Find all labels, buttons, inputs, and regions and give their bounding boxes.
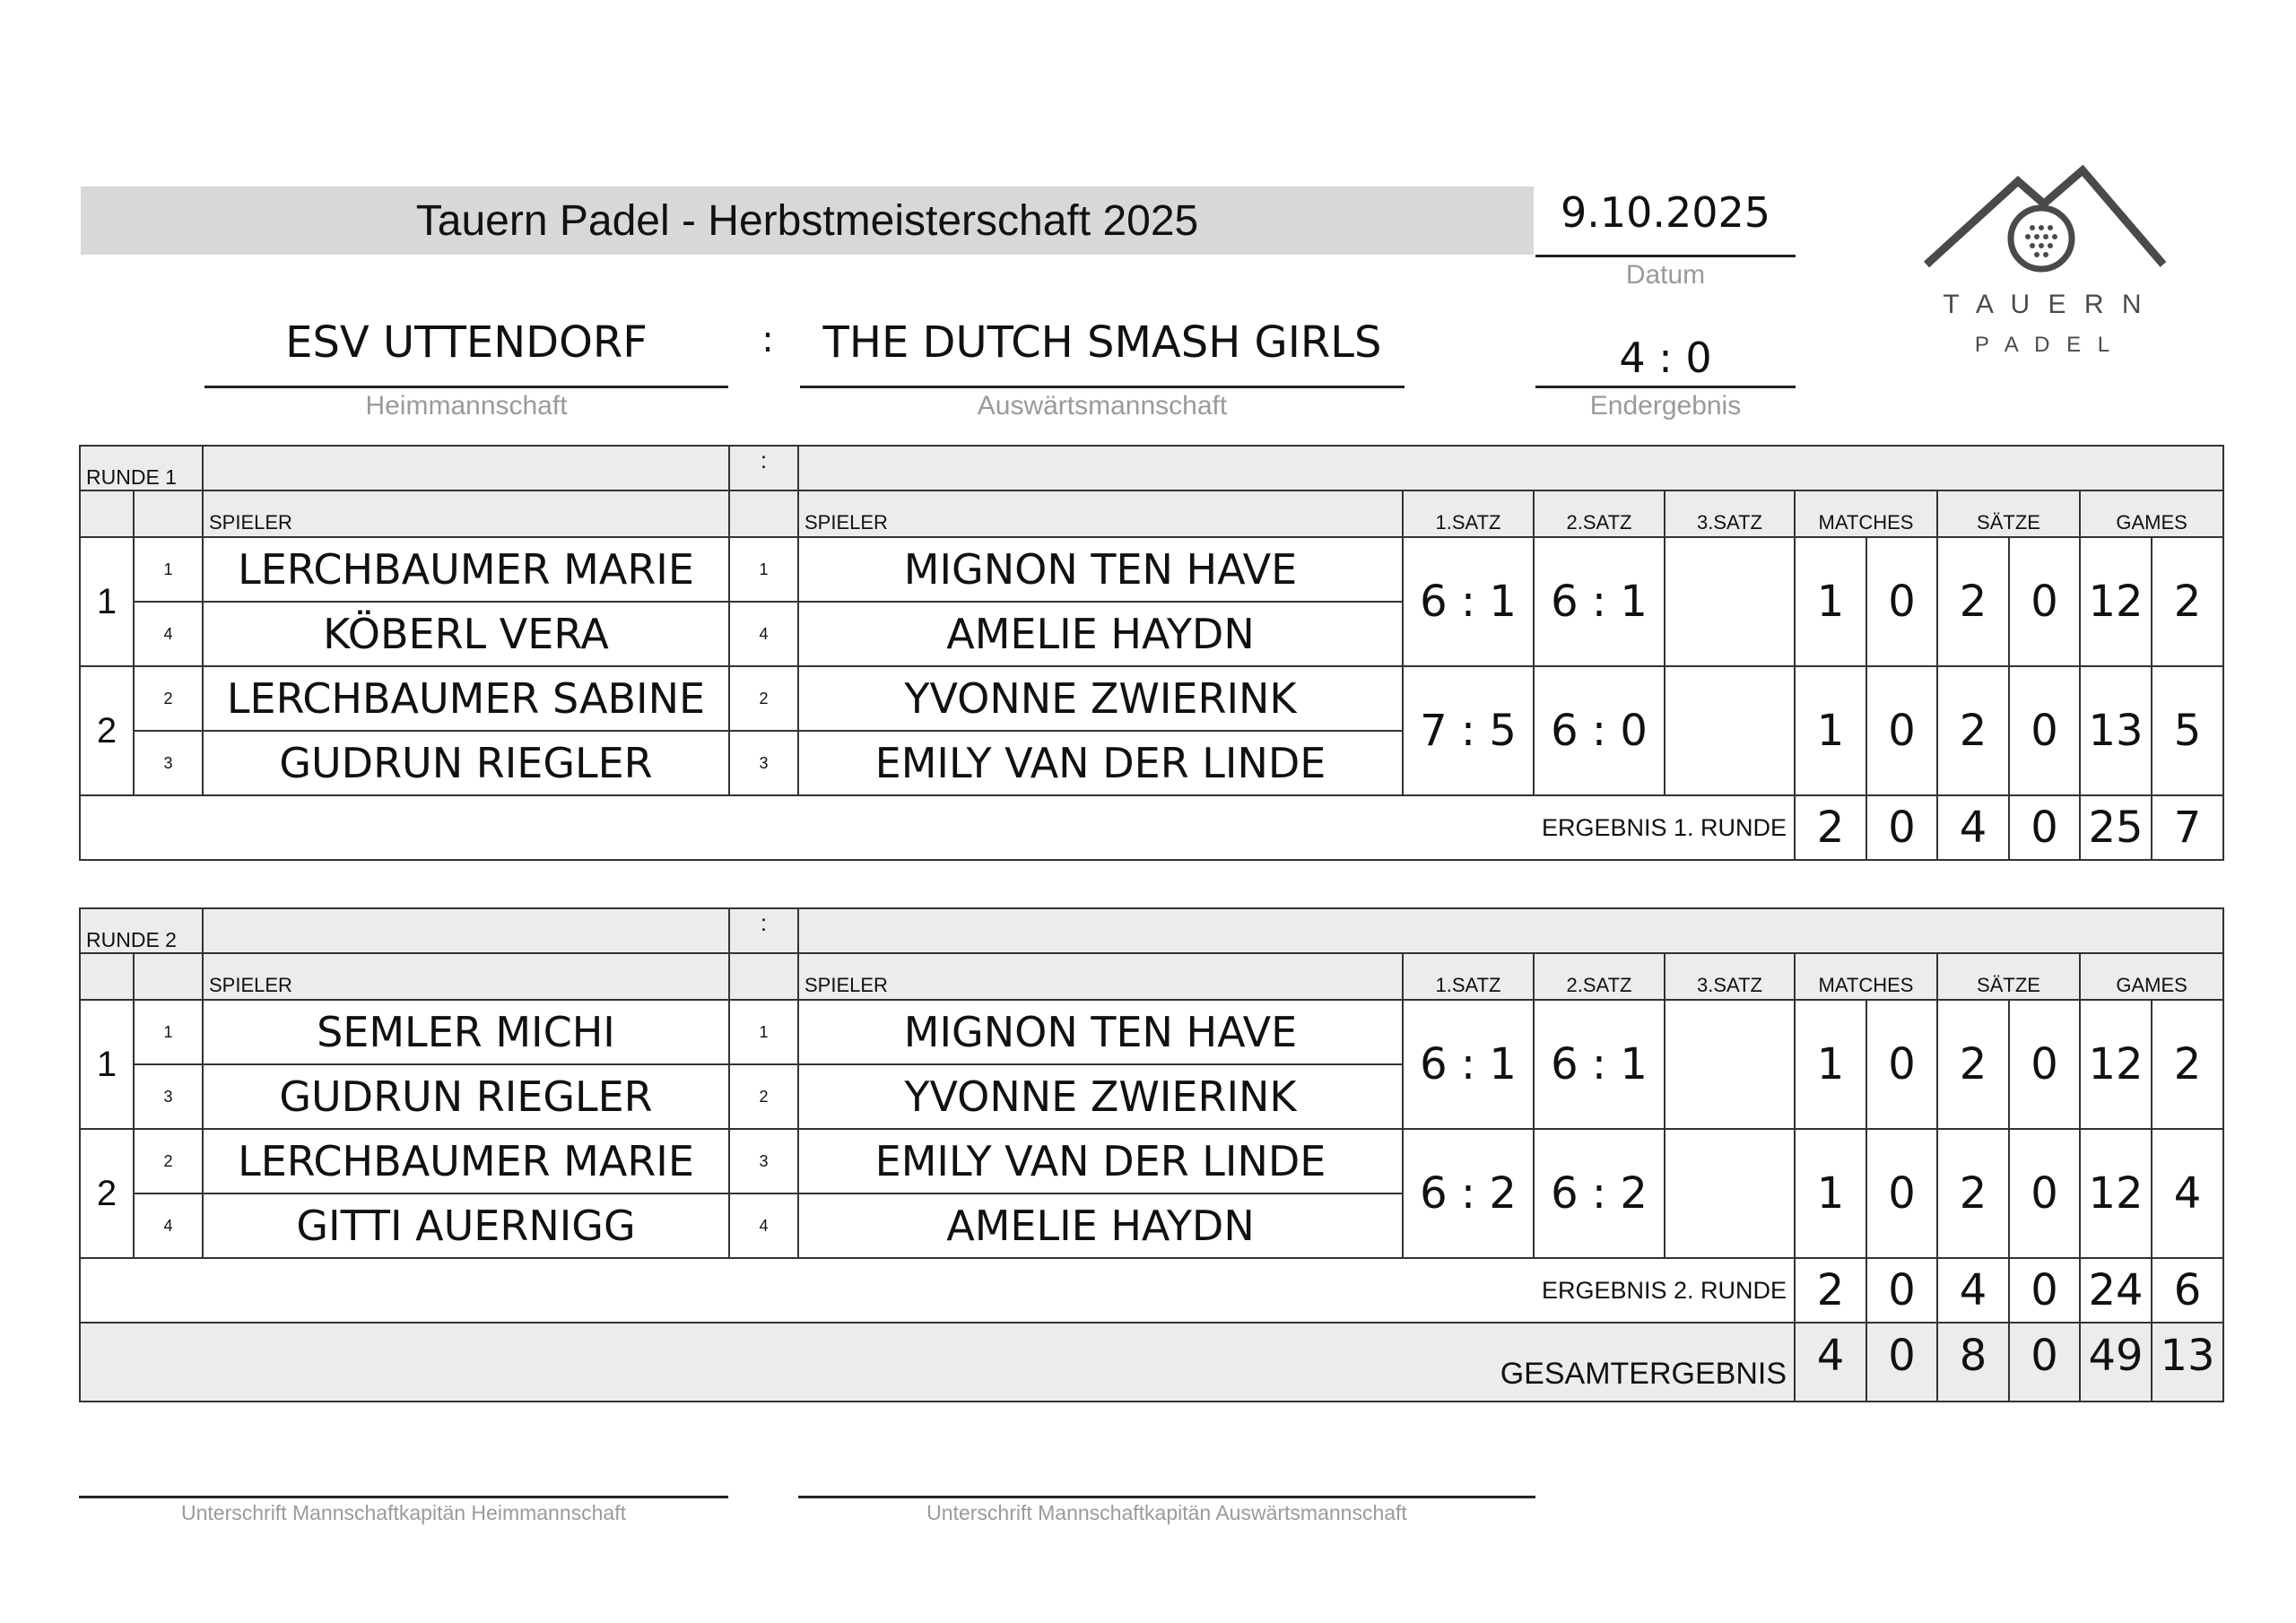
games-away: 2 (2152, 1000, 2223, 1129)
team-separator: : (761, 319, 774, 360)
matches-home: 1 (1795, 1129, 1866, 1258)
matches-header: MATCHES (1795, 953, 1937, 1000)
home-player-number: 4 (134, 602, 203, 666)
games-home: 12 (2080, 537, 2152, 666)
blank-header (134, 953, 203, 1000)
set3-score (1665, 1129, 1795, 1258)
away-players-header: SPIELER (798, 490, 1403, 537)
home-signature-label: Unterschrift Mannschaftkapitän Heimmannschaft (181, 1501, 626, 1524)
home-team-name: ESV UTTENDORF (285, 317, 648, 368)
logo-text-padel: P A D E L (1974, 333, 2116, 357)
away-player-name: MIGNON TEN HAVE (798, 1000, 1403, 1064)
sets-header: SÄTZE (1937, 953, 2080, 1000)
result-sets-home: 4 (1937, 1258, 2009, 1323)
home-player-number: 1 (134, 1000, 203, 1064)
result-sets-away: 0 (2009, 795, 2080, 860)
round-result-label: ERGEBNIS 1. RUNDE (80, 795, 1795, 860)
final-score-line (1535, 386, 1796, 388)
home-player-name: SEMLER MICHI (203, 1000, 729, 1064)
round-1-table (79, 445, 2222, 861)
sets-home: 2 (1937, 1000, 2009, 1129)
result-matches-away: 0 (1866, 1258, 1937, 1323)
total-result-row (80, 1323, 2223, 1402)
matches-away: 0 (1866, 1129, 1937, 1258)
blank-header (134, 490, 203, 537)
total-matches-home: 4 (1795, 1323, 1866, 1402)
match-number: 2 (80, 666, 134, 795)
mountain-padel-ball-icon (1910, 161, 2179, 278)
set1-header: 1.SATZ (1403, 490, 1534, 537)
set2-header: 2.SATZ (1534, 953, 1665, 1000)
round-2-table (79, 907, 2222, 1402)
set3-score (1665, 666, 1795, 795)
home-team-label: Heimmannschaft (365, 391, 568, 421)
home-player-name: GUDRUN RIEGLER (203, 731, 729, 795)
result-games-home: 24 (2080, 1258, 2152, 1323)
date-value: 9.10.2025 (1560, 188, 1771, 237)
round-label: RUNDE 2 (80, 908, 203, 953)
table-row (80, 1129, 2223, 1193)
result-games-home: 25 (2080, 795, 2152, 860)
away-player-name: EMILY VAN DER LINDE (798, 1129, 1403, 1193)
blank-header (729, 953, 798, 1000)
result-games-away: 6 (2152, 1258, 2223, 1323)
result-matches-home: 2 (1795, 795, 1866, 860)
set3-score (1665, 537, 1795, 666)
final-score-label: Endergebnis (1589, 391, 1742, 421)
result-matches-away: 0 (1866, 795, 1937, 860)
final-score: 4 : 0 (1619, 334, 1712, 382)
home-player-name: LERCHBAUMER MARIE (203, 1129, 729, 1193)
sets-header: SÄTZE (1937, 490, 2080, 537)
total-matches-away: 0 (1866, 1323, 1937, 1402)
set2-score: 6 : 2 (1534, 1129, 1665, 1258)
games-home: 13 (2080, 666, 2152, 795)
round-result-label: ERGEBNIS 2. RUNDE (80, 1258, 1795, 1323)
set3-score (1665, 1000, 1795, 1129)
away-player-name: AMELIE HAYDN (798, 1193, 1403, 1258)
round-colon: : (729, 446, 798, 490)
round-label: RUNDE 1 (80, 446, 203, 490)
home-player-name: KÖBERL VERA (203, 602, 729, 666)
away-team-cell (798, 446, 2223, 490)
away-player-number: 4 (729, 1193, 798, 1258)
round-result-row (80, 795, 2223, 860)
away-team-cell (798, 908, 2223, 953)
away-player-name: YVONNE ZWIERINK (798, 1064, 1403, 1129)
set2-header: 2.SATZ (1534, 490, 1665, 537)
matches-away: 0 (1866, 666, 1937, 795)
sets-home: 2 (1937, 1129, 2009, 1258)
home-player-number: 2 (134, 666, 203, 731)
games-away: 4 (2152, 1129, 2223, 1258)
home-player-number: 2 (134, 1129, 203, 1193)
away-team-line (800, 386, 1405, 388)
away-player-name: YVONNE ZWIERINK (798, 666, 1403, 731)
away-player-name: MIGNON TEN HAVE (798, 537, 1403, 602)
set3-header: 3.SATZ (1665, 490, 1795, 537)
away-players-header: SPIELER (798, 953, 1403, 1000)
home-player-number: 3 (134, 731, 203, 795)
table-row (80, 537, 2223, 602)
away-player-number: 4 (729, 602, 798, 666)
result-sets-away: 0 (2009, 1258, 2080, 1323)
set1-score: 7 : 5 (1403, 666, 1534, 795)
home-player-number: 3 (134, 1064, 203, 1129)
sets-away: 0 (2009, 537, 2080, 666)
matches-header: MATCHES (1795, 490, 1937, 537)
away-player-number: 2 (729, 1064, 798, 1129)
matches-home: 1 (1795, 1000, 1866, 1129)
games-home: 12 (2080, 1129, 2152, 1258)
games-away: 2 (2152, 537, 2223, 666)
table-row (80, 1000, 2223, 1064)
away-player-name: EMILY VAN DER LINDE (798, 731, 1403, 795)
home-signature-line (79, 1496, 728, 1498)
set2-score: 6 : 0 (1534, 666, 1665, 795)
set2-score: 6 : 1 (1534, 537, 1665, 666)
away-player-number: 3 (729, 1129, 798, 1193)
blank-header (80, 953, 134, 1000)
home-player-name: GUDRUN RIEGLER (203, 1064, 729, 1129)
away-signature-label: Unterschrift Mannschaftkapitän Auswärtsmannschaft (926, 1501, 1407, 1524)
total-sets-away: 0 (2009, 1323, 2080, 1402)
away-player-name: AMELIE HAYDN (798, 602, 1403, 666)
result-games-away: 7 (2152, 795, 2223, 860)
sets-home: 2 (1937, 537, 2009, 666)
set1-score: 6 : 2 (1403, 1129, 1534, 1258)
away-player-number: 1 (729, 1000, 798, 1064)
sets-home: 2 (1937, 666, 2009, 795)
set3-header: 3.SATZ (1665, 953, 1795, 1000)
home-players-header: SPIELER (203, 490, 729, 537)
total-sets-home: 8 (1937, 1323, 2009, 1402)
home-player-number: 1 (134, 537, 203, 602)
home-team-cell (203, 446, 729, 490)
away-player-number: 2 (729, 666, 798, 731)
sets-away: 0 (2009, 1000, 2080, 1129)
total-games-away: 13 (2152, 1323, 2223, 1402)
home-players-header: SPIELER (203, 953, 729, 1000)
blank-header (80, 490, 134, 537)
away-team-label: Auswärtsmannschaft (977, 391, 1228, 421)
result-matches-home: 2 (1795, 1258, 1866, 1323)
page-title: Tauern Padel - Herbstmeisterschaft 2025 (81, 187, 1534, 255)
total-games-home: 49 (2080, 1323, 2152, 1402)
set1-score: 6 : 1 (1403, 537, 1534, 666)
away-player-number: 1 (729, 537, 798, 602)
total-result-label: GESAMTERGEBNIS (80, 1323, 1795, 1402)
match-number: 2 (80, 1129, 134, 1258)
match-number: 1 (80, 537, 134, 666)
games-home: 12 (2080, 1000, 2152, 1129)
set1-header: 1.SATZ (1403, 953, 1534, 1000)
table-row (80, 666, 2223, 731)
tauern-padel-logo (1910, 161, 2179, 368)
round-result-row (80, 1258, 2223, 1323)
away-signature-line (798, 1496, 1535, 1498)
away-team-name: THE DUTCH SMASH GIRLS (822, 317, 1382, 368)
blank-header (729, 490, 798, 537)
matches-away: 0 (1866, 537, 1937, 666)
home-player-name: GITTI AUERNIGG (203, 1193, 729, 1258)
home-player-name: LERCHBAUMER SABINE (203, 666, 729, 731)
set2-score: 6 : 1 (1534, 1000, 1665, 1129)
round-colon: : (729, 908, 798, 953)
home-player-number: 4 (134, 1193, 203, 1258)
home-player-name: LERCHBAUMER MARIE (203, 537, 729, 602)
games-away: 5 (2152, 666, 2223, 795)
matches-away: 0 (1866, 1000, 1937, 1129)
match-number: 1 (80, 1000, 134, 1129)
games-header: GAMES (2080, 490, 2223, 537)
matches-home: 1 (1795, 537, 1866, 666)
date-label: Datum (1625, 260, 1706, 290)
home-team-cell (203, 908, 729, 953)
set1-score: 6 : 1 (1403, 1000, 1534, 1129)
logo-text-tauern: T A U E R N (1943, 290, 2147, 319)
matches-home: 1 (1795, 666, 1866, 795)
home-team-line (204, 386, 728, 388)
games-header: GAMES (2080, 953, 2223, 1000)
result-sets-home: 4 (1937, 795, 2009, 860)
date-line (1535, 255, 1796, 257)
away-player-number: 3 (729, 731, 798, 795)
sets-away: 0 (2009, 666, 2080, 795)
sets-away: 0 (2009, 1129, 2080, 1258)
